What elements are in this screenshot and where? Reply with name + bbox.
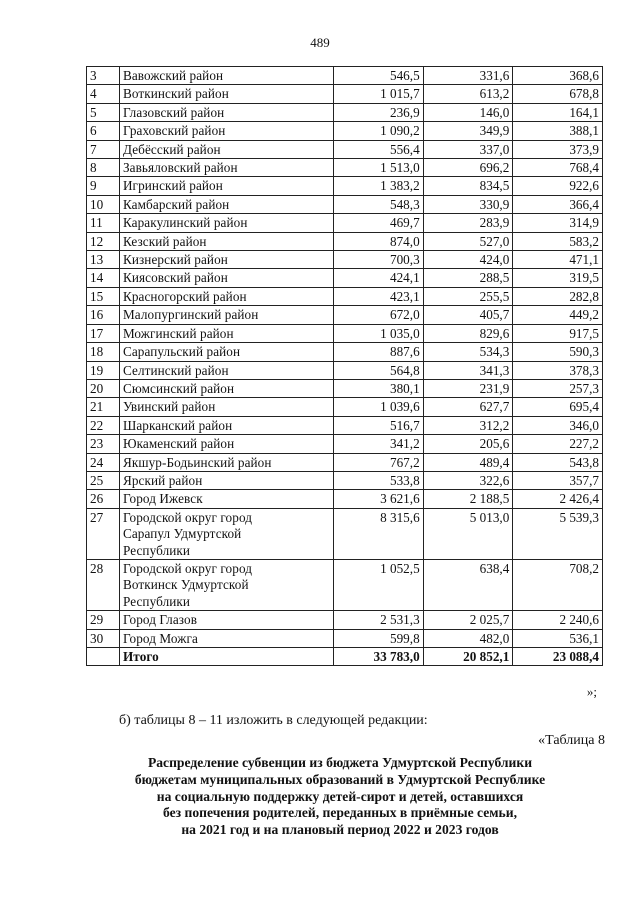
municipality-name: Город Глазов	[119, 611, 333, 629]
amount-2023: 282,8	[513, 287, 603, 305]
amount-2023: 5 539,3	[513, 508, 603, 559]
amount-2021: 1 090,2	[334, 122, 424, 140]
amount-2021: 1 383,2	[334, 177, 424, 195]
amount-2022: 405,7	[423, 306, 513, 324]
amount-2022: 349,9	[423, 122, 513, 140]
amount-2023: 2 426,4	[513, 490, 603, 508]
row-number: 28	[87, 559, 120, 610]
municipality-name: Сарапульский район	[119, 343, 333, 361]
row-number: 22	[87, 416, 120, 434]
amount-2022: 330,9	[423, 195, 513, 213]
table-row	[87, 251, 603, 269]
amount-2022: 331,6	[423, 67, 513, 85]
municipality-name: Селтинский район	[119, 361, 333, 379]
amount-2022: 231,9	[423, 379, 513, 397]
row-number: 8	[87, 159, 120, 177]
amount-2023: 366,4	[513, 195, 603, 213]
amount-2021: 1 039,6	[334, 398, 424, 416]
amount-2021: 341,2	[334, 435, 424, 453]
row-number: 23	[87, 435, 120, 453]
heading-line: Распределение субвенции из бюджета Удмуртской Республики	[147, 755, 533, 770]
amount-2022: 5 013,0	[423, 508, 513, 559]
amount-2023: 164,1	[513, 103, 603, 121]
row-number: 15	[87, 287, 120, 305]
amount-2021: 469,7	[334, 214, 424, 232]
row-number: 17	[87, 324, 120, 342]
amount-2022: 834,5	[423, 177, 513, 195]
table-row	[87, 122, 603, 140]
amount-2023: 378,3	[513, 361, 603, 379]
amount-2021: 887,6	[334, 343, 424, 361]
amount-2021: 700,3	[334, 251, 424, 269]
amount-2021: 1 015,7	[334, 85, 424, 103]
table-heading	[60, 755, 620, 839]
table-row	[87, 559, 603, 610]
amount-2023: 922,6	[513, 177, 603, 195]
table-row	[87, 379, 603, 397]
row-number: 9	[87, 177, 120, 195]
municipality-name: Вавожский район	[119, 67, 333, 85]
heading-line: бюджетам муниципальных образований в Удмуртской Республике	[134, 771, 546, 787]
municipality-name: Город Можга	[119, 629, 333, 647]
amount-2022: 829,6	[423, 324, 513, 342]
amount-2023: 543,8	[513, 453, 603, 471]
amount-2022: 696,2	[423, 159, 513, 177]
amount-2023: 257,3	[513, 379, 603, 397]
row-number: 19	[87, 361, 120, 379]
amount-2022: 255,5	[423, 287, 513, 305]
amount-2023: 590,3	[513, 343, 603, 361]
municipality-name: Кезский район	[119, 232, 333, 250]
amount-2022: 288,5	[423, 269, 513, 287]
row-number: 29	[87, 611, 120, 629]
amount-2022: 527,0	[423, 232, 513, 250]
total-2023: 23 088,4	[513, 648, 603, 666]
total-row	[87, 648, 603, 666]
table-row	[87, 471, 603, 489]
table-row	[87, 177, 603, 195]
table-row	[87, 232, 603, 250]
amount-2022: 613,2	[423, 85, 513, 103]
amount-2021: 767,2	[334, 453, 424, 471]
row-number: 12	[87, 232, 120, 250]
amount-2021: 8 315,6	[334, 508, 424, 559]
row-number: 5	[87, 103, 120, 121]
table-row	[87, 361, 603, 379]
row-number: 13	[87, 251, 120, 269]
row-number: 14	[87, 269, 120, 287]
municipality-name: Кизнерский район	[119, 251, 333, 269]
municipality-name: Город Ижевск	[119, 490, 333, 508]
table-row	[87, 508, 603, 559]
page-number: 489	[310, 35, 330, 50]
municipality-name-line: Городской округ город	[122, 560, 253, 576]
row-number: 27	[87, 508, 120, 559]
amount-2022: 337,0	[423, 140, 513, 158]
amount-2023: 319,5	[513, 269, 603, 287]
amount-2021: 1 513,0	[334, 159, 424, 177]
amount-2023: 368,6	[513, 67, 603, 85]
amount-2021: 1 052,5	[334, 559, 424, 610]
amount-2023: 583,2	[513, 232, 603, 250]
amount-2021: 236,9	[334, 103, 424, 121]
total-2021: 33 783,0	[334, 648, 424, 666]
amount-2023: 708,2	[513, 559, 603, 610]
row-number: 16	[87, 306, 120, 324]
municipality-name: Сюмсинский район	[119, 379, 333, 397]
row-number: 30	[87, 629, 120, 647]
amount-2022: 322,6	[423, 471, 513, 489]
municipality-name: Игринский район	[119, 177, 333, 195]
total-number-cell	[87, 648, 120, 666]
amount-2023: 227,2	[513, 435, 603, 453]
amount-2021: 423,1	[334, 287, 424, 305]
municipality-name	[119, 559, 333, 610]
amount-2021: 564,8	[334, 361, 424, 379]
amount-2023: 357,7	[513, 471, 603, 489]
amount-2023: 388,1	[513, 122, 603, 140]
municipality-name: Киясовский район	[119, 269, 333, 287]
municipality-name: Каракулинский район	[119, 214, 333, 232]
closing-quote: »;	[586, 684, 597, 699]
amount-2023: 346,0	[513, 416, 603, 434]
amount-2023: 678,8	[513, 85, 603, 103]
table-reference: «Таблица 8	[538, 733, 605, 748]
amount-2021: 556,4	[334, 140, 424, 158]
municipality-name-line: Городской округ город	[122, 509, 253, 525]
table-row	[87, 453, 603, 471]
amount-2022: 312,2	[423, 416, 513, 434]
municipality-name: Граховский район	[119, 122, 333, 140]
amount-2023: 471,1	[513, 251, 603, 269]
amount-2021: 599,8	[334, 629, 424, 647]
amount-2023: 314,9	[513, 214, 603, 232]
amount-2022: 482,0	[423, 629, 513, 647]
amount-2021: 424,1	[334, 269, 424, 287]
table-row	[87, 214, 603, 232]
municipality-name: Красногорский район	[119, 287, 333, 305]
heading-line: на социальную поддержку детей-сирот и детей, оставшихся	[156, 788, 524, 804]
table-row	[87, 435, 603, 453]
amount-2021: 533,8	[334, 471, 424, 489]
heading-line: без попечения родителей, переданных в приёмные семьи,	[163, 805, 517, 821]
amount-2022: 2 188,5	[423, 490, 513, 508]
row-number: 4	[87, 85, 120, 103]
municipality-name: Дебёсский район	[119, 140, 333, 158]
row-number: 6	[87, 122, 120, 140]
table-row	[87, 343, 603, 361]
amount-2022: 205,6	[423, 435, 513, 453]
table-row	[87, 85, 603, 103]
municipality-name-line: Сарапул Удмуртской	[122, 526, 242, 542]
municipality-name: Ярский район	[119, 471, 333, 489]
amount-2022: 283,9	[423, 214, 513, 232]
amount-2022: 2 025,7	[423, 611, 513, 629]
row-number: 26	[87, 490, 120, 508]
amount-2021: 548,3	[334, 195, 424, 213]
municipality-name: Глазовский район	[119, 103, 333, 121]
amount-2021: 2 531,3	[334, 611, 424, 629]
municipality-name: Камбарский район	[119, 195, 333, 213]
amount-2022: 341,3	[423, 361, 513, 379]
amount-2023: 373,9	[513, 140, 603, 158]
table-row	[87, 140, 603, 158]
municipality-name: Можгинский район	[119, 324, 333, 342]
amount-2021: 874,0	[334, 232, 424, 250]
table-row	[87, 416, 603, 434]
amount-2021: 672,0	[334, 306, 424, 324]
table-row	[87, 306, 603, 324]
row-number: 3	[87, 67, 120, 85]
amount-2022: 489,4	[423, 453, 513, 471]
row-number: 10	[87, 195, 120, 213]
amount-2022: 638,4	[423, 559, 513, 610]
amount-2023: 449,2	[513, 306, 603, 324]
table-row	[87, 398, 603, 416]
municipality-name: Якшур-Бодьинский район	[119, 453, 333, 471]
amendment-instruction: б) таблицы 8 – 11 изложить в следующей редакции:	[119, 713, 428, 728]
municipality-name: Шарканский район	[119, 416, 333, 434]
municipality-name	[119, 508, 333, 559]
amount-2022: 146,0	[423, 103, 513, 121]
row-number: 24	[87, 453, 120, 471]
row-number: 18	[87, 343, 120, 361]
amount-2022: 627,7	[423, 398, 513, 416]
amount-2021: 3 621,6	[334, 490, 424, 508]
total-label: Итого	[119, 648, 333, 666]
subvention-table	[86, 66, 603, 666]
amount-2021: 546,5	[334, 67, 424, 85]
table-row	[87, 269, 603, 287]
amount-2023: 2 240,6	[513, 611, 603, 629]
municipality-name-line: Республики	[122, 542, 191, 558]
amount-2023: 917,5	[513, 324, 603, 342]
amount-2021: 516,7	[334, 416, 424, 434]
municipality-name: Воткинский район	[119, 85, 333, 103]
heading-line: на 2021 год и на плановый период 2022 и 2023 годов	[181, 822, 499, 838]
row-number: 25	[87, 471, 120, 489]
municipality-name: Увинский район	[119, 398, 333, 416]
row-number: 11	[87, 214, 120, 232]
total-2022: 20 852,1	[423, 648, 513, 666]
table-row	[87, 159, 603, 177]
row-number: 20	[87, 379, 120, 397]
row-number: 7	[87, 140, 120, 158]
table-row	[87, 490, 603, 508]
amount-2023: 695,4	[513, 398, 603, 416]
amount-2021: 380,1	[334, 379, 424, 397]
table-row	[87, 629, 603, 647]
table-row	[87, 287, 603, 305]
table-row	[87, 195, 603, 213]
table-row	[87, 67, 603, 85]
amount-2022: 424,0	[423, 251, 513, 269]
municipality-name: Завьяловский район	[119, 159, 333, 177]
municipality-name-line: Воткинск Удмуртской	[122, 577, 249, 593]
amount-2023: 768,4	[513, 159, 603, 177]
table-row	[87, 103, 603, 121]
municipality-name-line: Республики	[122, 593, 191, 609]
table-body	[87, 67, 603, 666]
table-row	[87, 324, 603, 342]
amount-2022: 534,3	[423, 343, 513, 361]
table-row	[87, 611, 603, 629]
amount-2021: 1 035,0	[334, 324, 424, 342]
row-number: 21	[87, 398, 120, 416]
municipality-name: Малопургинский район	[119, 306, 333, 324]
amount-2023: 536,1	[513, 629, 603, 647]
municipality-name: Юкаменский район	[119, 435, 333, 453]
